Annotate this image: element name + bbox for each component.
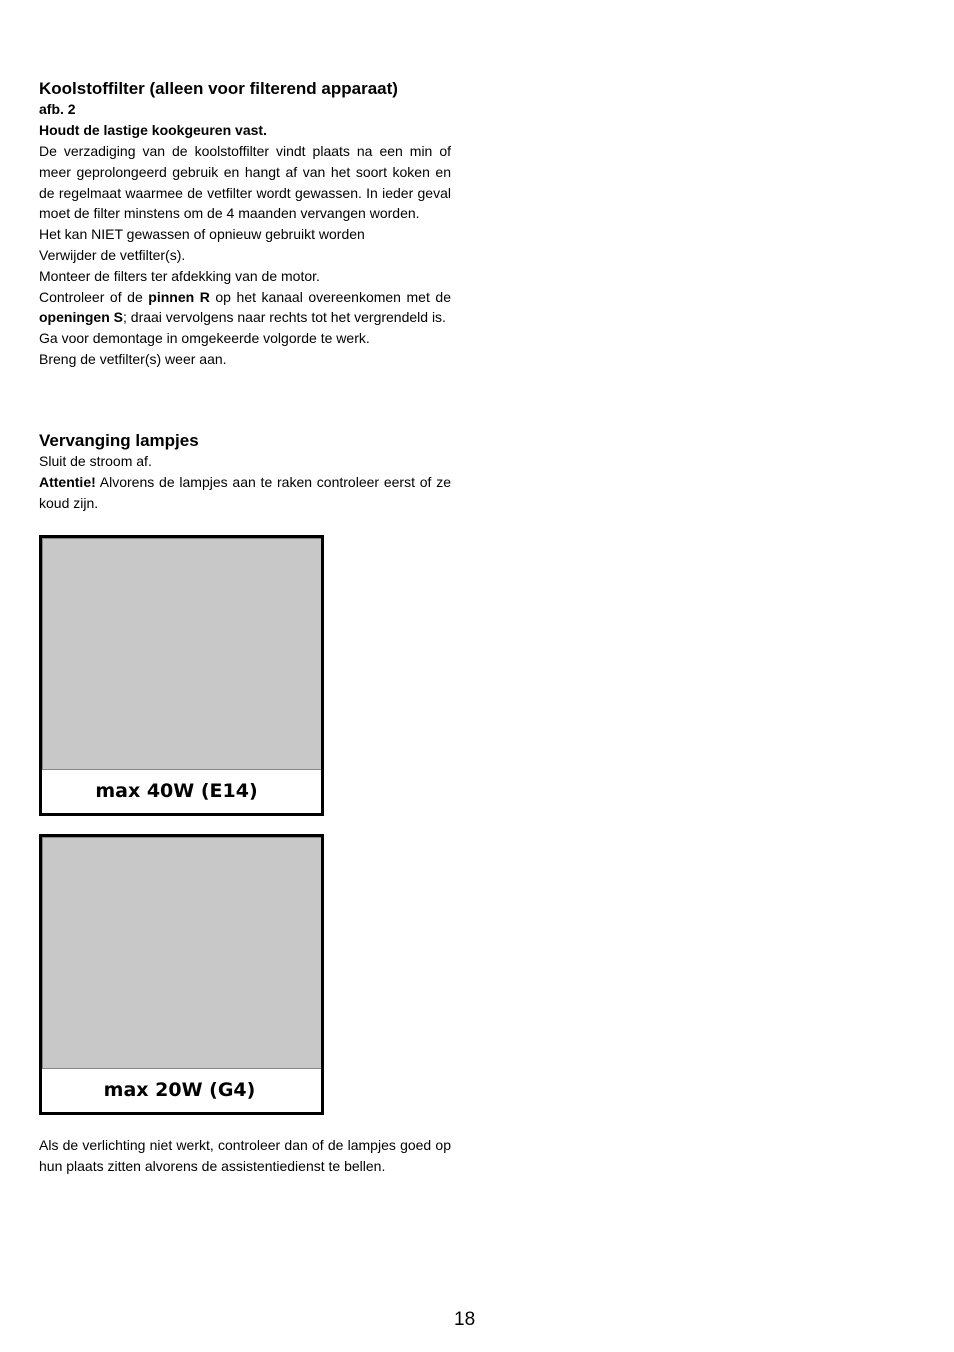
line-disassembly: Ga voor demontage in omgekeerde volgorde te werk. (39, 330, 370, 347)
section-carbon-filter (39, 78, 451, 370)
section-title: Koolstoffilter (alleen voor filterend apparaat) (39, 79, 398, 98)
figure-reference: afb. 2 (39, 101, 76, 117)
paragraph-check-pins: Controleer of de pinnen R op het kanaal overeenkomen met de openingen S; draai vervolgens naar rechts tot het vergrendeld is. (39, 288, 451, 326)
closing-paragraph: Als de verlichting niet werkt, controleer dan of de lampjes goed op hun plaats zitten alvorens de assistentiedienst te bellen. (39, 1137, 451, 1174)
section-lamp-replacement (39, 430, 451, 513)
e14-illustration (42, 538, 323, 770)
paragraph-saturation: De verzadiging van de koolstoffilter vindt plaats na een min of meer geprolongeerd gebruik en hangt af van het soort koken en de regelmaat waarmee de vetfilter wordt gewassen. In ieder geval moet de filter minstens om de 4 maanden vervangen worden. (39, 143, 451, 222)
figure-caption: max 20W (G4) (103, 1079, 256, 1101)
section-title: Vervanging lampjes (39, 431, 199, 450)
line-mount-filters: Monteer de filters ter afdekking van de motor. (39, 267, 320, 284)
figure-e14-lamp (39, 535, 324, 816)
line-power-off: Sluit de stroom af. (39, 453, 152, 469)
figure-g4-lamp (39, 834, 324, 1115)
line-remove-filter: Verwijder de vetfilter(s). (39, 246, 186, 263)
paragraph-attention: Attentie! Alvorens de lampjes aan te raken controleer eerst of ze koud zijn. (39, 473, 451, 511)
g4-illustration (42, 837, 323, 1069)
section-subtitle: Houdt de lastige kookgeuren vast. (39, 122, 267, 138)
figure-caption: max 40W (E14) (95, 780, 258, 802)
line-not-washable: Het kan NIET gewassen of opnieuw gebruikt worden (39, 226, 365, 243)
page-number: 18 (454, 1309, 476, 1330)
line-refit: Breng de vetfilter(s) weer aan. (39, 350, 227, 367)
